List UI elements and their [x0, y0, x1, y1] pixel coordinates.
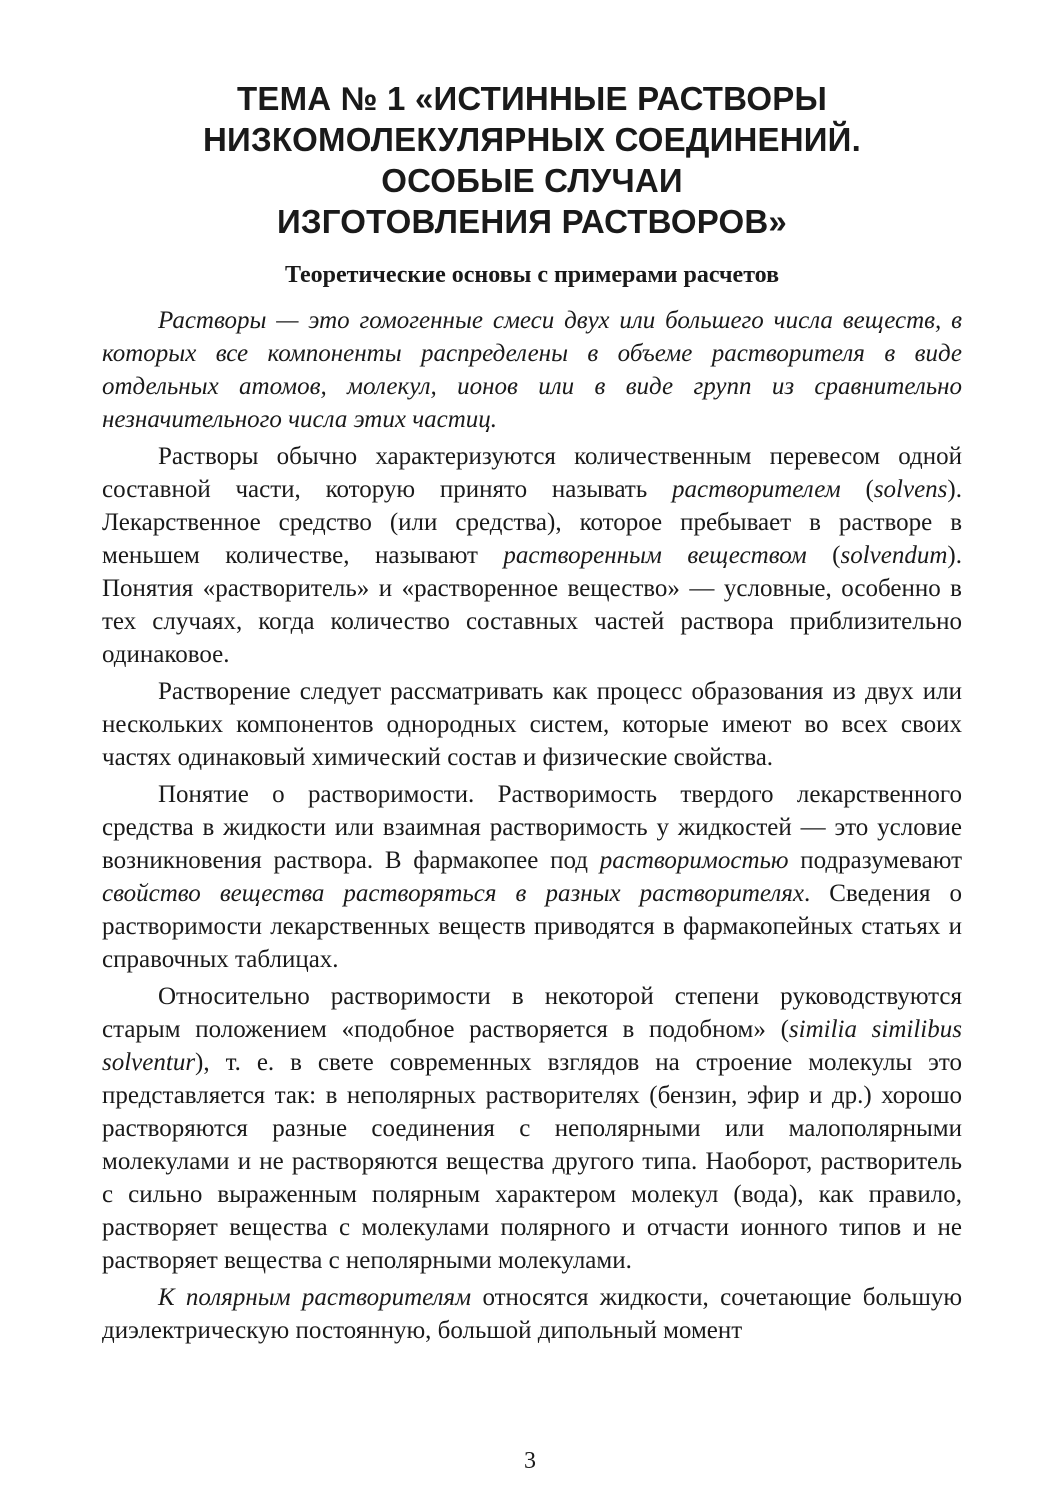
italic-text: К полярным растворителям: [158, 1284, 472, 1311]
italic-text: свойство вещества растворяться в разных растворителях: [102, 880, 804, 907]
section-subtitle: Теоретические основы с примерами расчетов: [284, 262, 780, 288]
text-run: . Сведения о растворимости лекарственных веществ приводятся в фармакопейных статьях и справочных таблицах.: [102, 880, 962, 973]
text-run: Растворение следует рассматривать как процесс образования из двух или нескольких компонентов однородных систем, которые имеют во всех своих частях одинаковый химический состав и физические свойства.: [102, 678, 962, 771]
italic-text: solvendum: [840, 542, 948, 569]
italic-text: solvens: [873, 476, 948, 503]
body-text: [102, 304, 962, 1347]
paragraph-solubility: [102, 778, 962, 976]
paragraph-similia: [102, 980, 962, 1277]
paragraph-solvent: [102, 440, 962, 671]
italic-text: растворенным веществом: [503, 542, 807, 569]
title-line: ОСОБЫЕ СЛУЧАИ: [381, 162, 683, 199]
text-run: ), т. е. в свете современных взглядов на строение молекулы это представляется так: в неполярных растворителях (бензин, эфир и др.) хорошо растворяются разные соединения с неполярными или малополярными молекулами и не растворяются вещества другого типа. Наоборот, растворитель с сильно выраженным полярным характером молекул (вода), как правило, растворяет вещества с молекулами полярного и отчасти ионного типов и не растворяет вещества с неполярными молекулами.: [102, 1049, 962, 1274]
title-line: НИЗКОМОЛЕКУЛЯРНЫХ СОЕДИНЕНИЙ.: [203, 121, 861, 158]
text-run: (: [806, 542, 841, 569]
text-run: Относительно растворимости в некоторой степени руководствуются старым положением «подобное растворяется в подобном» (: [102, 983, 962, 1043]
paragraph-polar-solvents: [102, 1281, 962, 1347]
italic-text: растворителем: [672, 476, 841, 503]
text-run: относятся жидкости, сочетающие большую диэлектрическую постоянную, большой дипольный момент: [102, 1284, 962, 1344]
text-run: (: [840, 476, 874, 503]
text-run: ). Понятия «растворитель» и «растворенное вещество» — условные, особенно в тех случаях, когда количество составных частей раствора приблизительно одинаковое.: [102, 542, 962, 668]
italic-text: Растворы — это гомогенные смеси двух или большего числа веществ, в которых все компоненты распределены в объеме растворителя в виде отдельных атомов, молекул, ионов или в виде групп из сравнительно незначительного числа этих частиц.: [102, 307, 962, 433]
italic-text: similia similibus solventur: [102, 1016, 962, 1076]
text-run: ). Лекарственное средство (или средства), которое пребывает в растворе в меньшем количестве, называют: [102, 476, 962, 569]
text-run: Растворы обычно характеризуются количественным перевесом одной составной части, которую принято называть: [102, 443, 962, 503]
title-line: ТЕМА № 1 «ИСТИННЫЕ РАСТВОРЫ: [237, 80, 827, 117]
text-run: Понятие о растворимости. Растворимость твердого лекарственного средства в жидкости или взаимная растворимость у жидкостей — это условие возникновения раствора. В фармакопее под: [102, 781, 962, 874]
title-line: ИЗГОТОВЛЕНИЯ РАСТВОРОВ»: [277, 203, 787, 240]
text-run: подразумевают: [788, 847, 963, 874]
page-title: [102, 78, 962, 242]
paragraph-definition: [102, 304, 962, 436]
page-number: 3: [524, 1448, 536, 1474]
italic-text: растворимостью: [599, 847, 789, 874]
paragraph-dissolution: [102, 675, 962, 774]
